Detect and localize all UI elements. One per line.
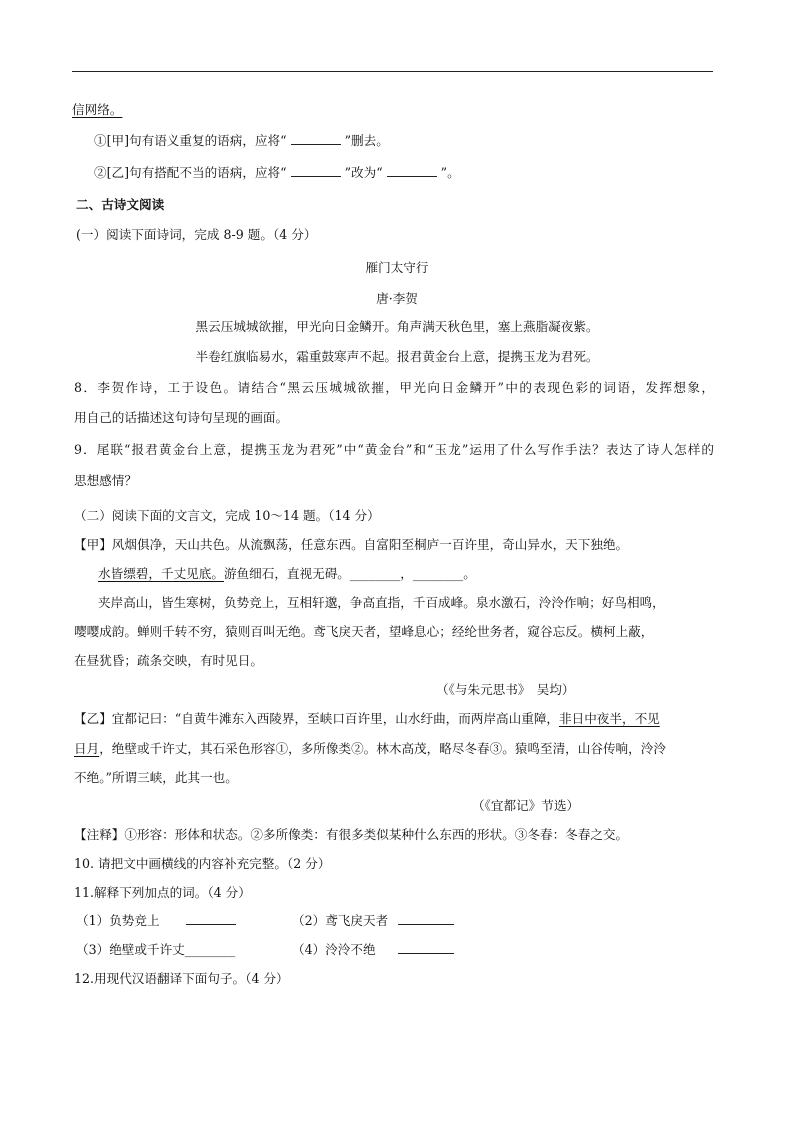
question-11: 11.解释下列加点的词。（4 分） (74, 885, 251, 900)
poem-line: 黑云压城城欲摧，甲光向日金鳞开。角声满天秋色里，塞上燕脂凝夜紫。 (195, 319, 599, 334)
poem-author: 唐·李贺 (376, 291, 418, 306)
question-8: 8．李贺作诗，工于设色。请结合“黑云压城城欲摧，甲光向日金鳞开”中的表现色彩的词语，发挥想象， (74, 380, 714, 395)
passage-jia-source: （《与朱元思书》 吴均） (436, 682, 575, 697)
passage-text: 游鱼细石，直视无碍。________，________。 (223, 566, 476, 581)
passage-jia-line: 嘤嘤成韵。蝉则千转不穷，猿则百叫无绝。鸢飞戾天者，望峰息心；经纶世务者，窥谷忘反。横柯上蔽， (74, 624, 654, 639)
passage-text: 【乙】宜都记曰：“自黄牛滩东入西陵界，至峡口百许里，山水纡曲，而两岸高山重障， (74, 711, 560, 726)
underlined-phrase: 日月 (74, 741, 100, 756)
item-2-tail: ”。 (440, 165, 460, 180)
passage-jia-line: 夹岸高山，皆生寒树，负势竞上，互相轩邈，争高直指，千百成峰。泉水激石，泠泠作响；好鸟相鸣， (98, 595, 665, 610)
question-11-item (76, 912, 240, 930)
item-1-tail: ”删去。 (344, 133, 389, 148)
passage-yi-source: （《宜都记》节选） (472, 798, 580, 813)
continued-text: 信网络。 (72, 102, 123, 117)
item-1 (94, 132, 389, 150)
answer-blank[interactable] (291, 133, 341, 145)
question-9-cont: 思想感情？ (74, 473, 137, 488)
annotation-note: 【注释】①形容：形体和状态。②多所像类：有很多类似某种什么东西的形状。③冬春：冬春之交。 (74, 827, 629, 842)
question-10: 10. 请把文中画横线的内容补充完整。（2 分） (74, 856, 331, 871)
underlined-phrase: 水皆缥碧，千丈见底。 (98, 566, 224, 581)
question-9: 9．尾联“报君黄金台上意，提携玉龙为君死”中“黄金台”和“玉龙”运用了什么写作手法？表达了诗人怎样的 (74, 442, 714, 457)
answer-blank[interactable] (398, 942, 454, 954)
item-label: （2）鸢飞戾天者 (292, 913, 389, 928)
answer-blank[interactable] (291, 165, 341, 177)
item-label: （1）负势竞上 (76, 913, 160, 928)
question-11-item (292, 941, 458, 959)
answer-blank[interactable] (186, 913, 236, 925)
poem-line: 半卷红旗临易水，霜重鼓寒声不起。报君黄金台上意，提携玉龙为君死。 (195, 349, 599, 364)
passage-yi-line (74, 710, 660, 728)
passage-yi-line (74, 740, 666, 758)
question-11-item (292, 912, 458, 930)
passage-jia-line (98, 565, 476, 583)
item-2-mid: ”改为“ (344, 165, 383, 180)
passage-text: ，绝壁或千许丈，其石采色形容①，多所像类②。林木高茂，略尽冬春③。猿鸣至清，山谷传响，泠泠 (99, 741, 666, 756)
header-rule (72, 71, 713, 72)
item-2-text: ②[乙]句有搭配不当的语病，应将“ (94, 165, 287, 180)
answer-blank[interactable] (387, 165, 437, 177)
passage-jia-line: 【甲】风烟俱净，天山共色。从流飘荡，任意东西。自富阳至桐庐一百许里，奇山异水，天下独绝。 (74, 537, 629, 552)
subsection-2-heading: （二）阅读下面的文言文，完成 10～14 题。（14 分） (74, 508, 380, 523)
item-2 (94, 164, 460, 182)
question-11-item: （3）绝壁或千许丈________ (76, 942, 236, 957)
subsection-1-heading: (一）阅读下面诗词，完成 8-9 题。（4 分） (76, 227, 317, 242)
passage-jia-line: 在昼犹昏；疏条交映，有时见日。 (74, 653, 263, 668)
answer-blank[interactable] (398, 913, 454, 925)
item-label: （4）泠泠不绝 (292, 942, 376, 957)
underlined-phrase: 非日中夜半，不见 (559, 711, 660, 726)
item-1-text: ①[甲]句有语义重复的语病，应将“ (94, 133, 287, 148)
question-12: 12.用现代汉语翻译下面句子。（4 分） (74, 971, 289, 986)
passage-yi-line: 不绝。”所谓三峡，此其一也。 (74, 770, 238, 785)
poem-title: 雁门太守行 (365, 260, 429, 275)
section-heading: 二、古诗文阅读 (76, 197, 165, 212)
question-8-cont: 用自己的话描述这句诗句呈现的画面。 (74, 410, 289, 425)
